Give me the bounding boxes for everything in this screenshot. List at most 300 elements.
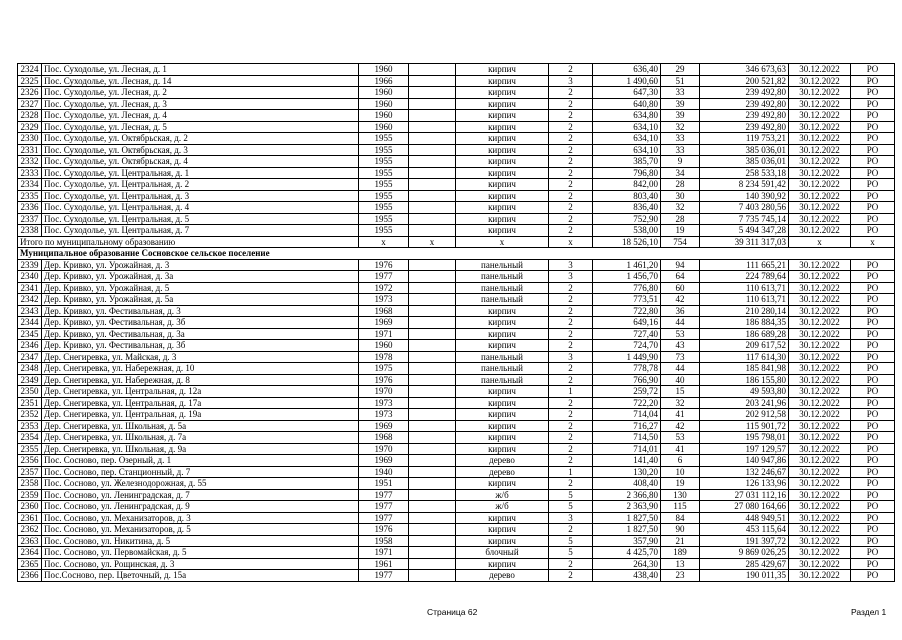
cell-extra <box>409 179 456 191</box>
cell-date: 30.12.2022 <box>789 351 851 363</box>
cell-extra <box>409 328 456 340</box>
cell-build-year: 1977 <box>359 271 409 283</box>
cell-area: 2 363,90 <box>593 501 661 513</box>
cell-area: 640,80 <box>593 98 661 110</box>
cell-residents: 10 <box>661 466 700 478</box>
cell-build-year: 1955 <box>359 156 409 168</box>
cell-floors: 2 <box>549 420 593 432</box>
cell-area: 649,16 <box>593 317 661 329</box>
cell-floors: 2 <box>549 570 593 582</box>
cell-area: 264,30 <box>593 558 661 570</box>
table-row <box>18 386 895 398</box>
cell-floors: 2 <box>549 455 593 467</box>
cell-wall-material: кирпич <box>456 87 549 99</box>
cell-area: 752,90 <box>593 213 661 225</box>
cell-program-code: РО <box>851 570 895 582</box>
cell-program-code: РО <box>851 501 895 513</box>
cell-floors: 2 <box>549 144 593 156</box>
cell-area: 408,40 <box>593 478 661 490</box>
cell-cost: 190 011,35 <box>700 570 789 582</box>
cell-wall-material: кирпич <box>456 512 549 524</box>
cell-build-year: 1958 <box>359 535 409 547</box>
cell-cost: 453 115,64 <box>700 524 789 536</box>
cell-date: 30.12.2022 <box>789 179 851 191</box>
cell-wall-material: кирпич <box>456 156 549 168</box>
cell-address: Пос. Сосново, пер. Станционный, д. 7 <box>42 466 359 478</box>
cell-floors: 2 <box>549 156 593 168</box>
cell-build-year: 1976 <box>359 259 409 271</box>
cell-extra <box>409 443 456 455</box>
cell-build-year: 1977 <box>359 501 409 513</box>
table-row <box>18 133 895 145</box>
cell-floors: 2 <box>549 167 593 179</box>
cell-row-number: 2354 <box>18 432 42 444</box>
cell-address: Дер. Снегиревка, ул. Центральная, д. 12а <box>42 386 359 398</box>
cell-date: 30.12.2022 <box>789 294 851 306</box>
cell-row-number: 2339 <box>18 259 42 271</box>
cell-cost: 7 735 745,14 <box>700 213 789 225</box>
subtotal-cell: x <box>851 236 895 248</box>
cell-floors: 5 <box>549 501 593 513</box>
cell-date: 30.12.2022 <box>789 512 851 524</box>
cell-residents: 28 <box>661 179 700 191</box>
table-row <box>18 524 895 536</box>
cell-wall-material: кирпич <box>456 340 549 352</box>
cell-row-number: 2352 <box>18 409 42 421</box>
table-row <box>18 213 895 225</box>
cell-date: 30.12.2022 <box>789 305 851 317</box>
table-row <box>18 501 895 513</box>
cell-row-number: 2348 <box>18 363 42 375</box>
cell-floors: 2 <box>549 305 593 317</box>
cell-build-year: 1960 <box>359 121 409 133</box>
cell-residents: 41 <box>661 443 700 455</box>
cell-extra <box>409 98 456 110</box>
cell-area: 259,72 <box>593 386 661 398</box>
cell-date: 30.12.2022 <box>789 547 851 559</box>
cell-address: Дер. Кривко, ул. Урожайная, д. 5а <box>42 294 359 306</box>
cell-area: 722,80 <box>593 305 661 317</box>
cell-row-number: 2358 <box>18 478 42 490</box>
cell-floors: 2 <box>549 432 593 444</box>
cell-wall-material: ж/б <box>456 501 549 513</box>
housing-register-table <box>17 63 895 582</box>
cell-residents: 130 <box>661 489 700 501</box>
cell-area: 1 461,20 <box>593 259 661 271</box>
cell-extra <box>409 87 456 99</box>
cell-extra <box>409 121 456 133</box>
cell-address: Пос. Сосново, ул. Рощинская, д. 3 <box>42 558 359 570</box>
cell-extra <box>409 466 456 478</box>
cell-build-year: 1961 <box>359 558 409 570</box>
cell-area: 1 490,60 <box>593 75 661 87</box>
cell-residents: 33 <box>661 144 700 156</box>
cell-program-code: РО <box>851 363 895 375</box>
table-row <box>18 409 895 421</box>
subtotal-label: Итого по муниципальному образованию <box>18 236 359 248</box>
cell-floors: 2 <box>549 64 593 76</box>
cell-extra <box>409 478 456 490</box>
cell-build-year: 1971 <box>359 328 409 340</box>
cell-wall-material: кирпич <box>456 524 549 536</box>
cell-address: Пос. Сосново, ул. Механизаторов, д. 5 <box>42 524 359 536</box>
cell-address: Дер. Снегиревка, ул. Набережная, д. 10 <box>42 363 359 375</box>
cell-cost: 239 492,80 <box>700 121 789 133</box>
cell-address: Пос. Сосново, ул. Железнодорожная, д. 55 <box>42 478 359 490</box>
cell-area: 776,80 <box>593 282 661 294</box>
cell-wall-material: дерево <box>456 570 549 582</box>
cell-residents: 39 <box>661 98 700 110</box>
cell-residents: 19 <box>661 225 700 237</box>
cell-address: Дер. Кривко, ул. Урожайная, д. 3 <box>42 259 359 271</box>
subtotal-cell: x <box>359 236 409 248</box>
cell-residents: 28 <box>661 213 700 225</box>
cell-build-year: 1970 <box>359 443 409 455</box>
cell-date: 30.12.2022 <box>789 328 851 340</box>
cell-cost: 346 673,63 <box>700 64 789 76</box>
cell-residents: 19 <box>661 478 700 490</box>
cell-extra <box>409 535 456 547</box>
cell-extra <box>409 397 456 409</box>
table-row <box>18 570 895 582</box>
cell-cost: 186 884,35 <box>700 317 789 329</box>
cell-floors: 3 <box>549 271 593 283</box>
cell-cost: 385 036,01 <box>700 156 789 168</box>
cell-cost: 191 397,72 <box>700 535 789 547</box>
cell-wall-material: панельный <box>456 374 549 386</box>
section-header-row <box>18 248 895 260</box>
cell-build-year: 1973 <box>359 294 409 306</box>
cell-row-number: 2366 <box>18 570 42 582</box>
cell-program-code: РО <box>851 167 895 179</box>
cell-cost: 209 617,52 <box>700 340 789 352</box>
cell-program-code: РО <box>851 110 895 122</box>
cell-address: Пос. Суходолье, ул. Лесная, д. 1 <box>42 64 359 76</box>
cell-address: Пос. Суходолье, ул. Центральная, д. 4 <box>42 202 359 214</box>
cell-area: 773,51 <box>593 294 661 306</box>
cell-cost: 285 429,67 <box>700 558 789 570</box>
table-row <box>18 443 895 455</box>
cell-address: Дер. Снегиревка, ул. Набережная, д. 8 <box>42 374 359 386</box>
cell-date: 30.12.2022 <box>789 87 851 99</box>
cell-address: Дер. Снегиревка, ул. Центральная, д. 19а <box>42 409 359 421</box>
cell-build-year: 1966 <box>359 75 409 87</box>
cell-residents: 44 <box>661 317 700 329</box>
cell-floors: 5 <box>549 535 593 547</box>
cell-floors: 1 <box>549 386 593 398</box>
cell-residents: 44 <box>661 363 700 375</box>
cell-residents: 84 <box>661 512 700 524</box>
table-row <box>18 317 895 329</box>
cell-program-code: РО <box>851 351 895 363</box>
cell-program-code: РО <box>851 489 895 501</box>
cell-floors: 2 <box>549 409 593 421</box>
cell-floors: 2 <box>549 294 593 306</box>
cell-cost: 210 280,14 <box>700 305 789 317</box>
table-row <box>18 64 895 76</box>
cell-extra <box>409 512 456 524</box>
cell-program-code: РО <box>851 328 895 340</box>
cell-address: Пос. Суходолье, ул. Лесная, д. 4 <box>42 110 359 122</box>
cell-extra <box>409 420 456 432</box>
cell-row-number: 2341 <box>18 282 42 294</box>
cell-area: 842,00 <box>593 179 661 191</box>
cell-row-number: 2342 <box>18 294 42 306</box>
cell-extra <box>409 317 456 329</box>
cell-area: 778,78 <box>593 363 661 375</box>
cell-wall-material: кирпич <box>456 144 549 156</box>
cell-residents: 15 <box>661 386 700 398</box>
cell-residents: 32 <box>661 121 700 133</box>
cell-extra <box>409 144 456 156</box>
cell-row-number: 2327 <box>18 98 42 110</box>
table-row <box>18 455 895 467</box>
cell-build-year: 1960 <box>359 110 409 122</box>
table-row <box>18 75 895 87</box>
cell-residents: 34 <box>661 167 700 179</box>
cell-cost: 110 613,71 <box>700 294 789 306</box>
cell-extra <box>409 340 456 352</box>
cell-build-year: 1977 <box>359 512 409 524</box>
cell-build-year: 1970 <box>359 386 409 398</box>
cell-area: 636,40 <box>593 64 661 76</box>
cell-row-number: 2349 <box>18 374 42 386</box>
cell-row-number: 2365 <box>18 558 42 570</box>
table-row <box>18 179 895 191</box>
cell-address: Пос. Сосново, ул. Ленинградская, д. 7 <box>42 489 359 501</box>
cell-floors: 2 <box>549 340 593 352</box>
table-row <box>18 512 895 524</box>
cell-floors: 2 <box>549 98 593 110</box>
cell-extra <box>409 501 456 513</box>
cell-date: 30.12.2022 <box>789 156 851 168</box>
cell-area: 538,00 <box>593 225 661 237</box>
cell-program-code: РО <box>851 213 895 225</box>
cell-extra <box>409 133 456 145</box>
cell-cost: 239 492,80 <box>700 87 789 99</box>
cell-floors: 5 <box>549 547 593 559</box>
table-row <box>18 466 895 478</box>
cell-address: Пос. Суходолье, ул. Октябрьская, д. 4 <box>42 156 359 168</box>
page-number: Страница 62 <box>427 607 478 617</box>
cell-area: 4 425,70 <box>593 547 661 559</box>
cell-wall-material: кирпич <box>456 75 549 87</box>
cell-area: 1 456,70 <box>593 271 661 283</box>
cell-residents: 189 <box>661 547 700 559</box>
cell-residents: 32 <box>661 397 700 409</box>
cell-floors: 2 <box>549 443 593 455</box>
cell-floors: 2 <box>549 317 593 329</box>
cell-extra <box>409 305 456 317</box>
cell-build-year: 1969 <box>359 317 409 329</box>
cell-cost: 111 665,21 <box>700 259 789 271</box>
cell-cost: 186 155,80 <box>700 374 789 386</box>
cell-row-number: 2337 <box>18 213 42 225</box>
cell-cost: 119 753,21 <box>700 133 789 145</box>
cell-cost: 239 492,80 <box>700 98 789 110</box>
table-row <box>18 202 895 214</box>
cell-program-code: РО <box>851 305 895 317</box>
cell-floors: 3 <box>549 259 593 271</box>
cell-wall-material: кирпич <box>456 179 549 191</box>
cell-extra <box>409 455 456 467</box>
cell-date: 30.12.2022 <box>789 455 851 467</box>
cell-extra <box>409 409 456 421</box>
cell-wall-material: панельный <box>456 282 549 294</box>
table-row <box>18 98 895 110</box>
cell-row-number: 2345 <box>18 328 42 340</box>
cell-row-number: 2347 <box>18 351 42 363</box>
rows-block-b <box>18 259 895 581</box>
cell-cost: 200 521,82 <box>700 75 789 87</box>
cell-floors: 2 <box>549 179 593 191</box>
subtotal-cell: x <box>549 236 593 248</box>
cell-address: Дер. Кривко, ул. Фестивальная, д. 3б <box>42 317 359 329</box>
table-row <box>18 328 895 340</box>
cell-build-year: 1975 <box>359 363 409 375</box>
cell-build-year: 1976 <box>359 374 409 386</box>
cell-residents: 40 <box>661 374 700 386</box>
table-row <box>18 351 895 363</box>
cell-program-code: РО <box>851 282 895 294</box>
cell-date: 30.12.2022 <box>789 213 851 225</box>
cell-cost: 203 241,96 <box>700 397 789 409</box>
cell-floors: 2 <box>549 121 593 133</box>
cell-date: 30.12.2022 <box>789 558 851 570</box>
cell-floors: 2 <box>549 110 593 122</box>
cell-wall-material: кирпич <box>456 535 549 547</box>
cell-address: Пос.Сосново, пер. Цветочный, д. 15а <box>42 570 359 582</box>
cell-wall-material: кирпич <box>456 443 549 455</box>
table-row <box>18 271 895 283</box>
cell-floors: 2 <box>549 202 593 214</box>
subtotal-cost: 39 311 317,03 <box>700 236 789 248</box>
cell-address: Дер. Кривко, ул. Урожайная, д. 3а <box>42 271 359 283</box>
cell-residents: 6 <box>661 455 700 467</box>
cell-row-number: 2328 <box>18 110 42 122</box>
cell-build-year: 1968 <box>359 432 409 444</box>
cell-row-number: 2333 <box>18 167 42 179</box>
cell-build-year: 1968 <box>359 305 409 317</box>
cell-program-code: РО <box>851 478 895 490</box>
cell-residents: 60 <box>661 282 700 294</box>
cell-wall-material: кирпич <box>456 317 549 329</box>
cell-date: 30.12.2022 <box>789 225 851 237</box>
table-row <box>18 489 895 501</box>
cell-program-code: РО <box>851 225 895 237</box>
cell-wall-material: кирпич <box>456 167 549 179</box>
cell-wall-material: дерево <box>456 455 549 467</box>
cell-cost: 224 789,64 <box>700 271 789 283</box>
cell-row-number: 2351 <box>18 397 42 409</box>
cell-row-number: 2324 <box>18 64 42 76</box>
cell-area: 634,80 <box>593 110 661 122</box>
cell-date: 30.12.2022 <box>789 271 851 283</box>
table-row <box>18 167 895 179</box>
cell-address: Дер. Снегиревка, ул. Школьная, д. 7а <box>42 432 359 444</box>
cell-residents: 90 <box>661 524 700 536</box>
cell-wall-material: кирпич <box>456 305 549 317</box>
cell-extra <box>409 282 456 294</box>
cell-program-code: РО <box>851 271 895 283</box>
cell-extra <box>409 524 456 536</box>
table-row <box>18 478 895 490</box>
cell-residents: 73 <box>661 351 700 363</box>
cell-extra <box>409 64 456 76</box>
cell-extra <box>409 156 456 168</box>
cell-build-year: 1977 <box>359 489 409 501</box>
table-row <box>18 305 895 317</box>
cell-extra <box>409 190 456 202</box>
cell-extra <box>409 110 456 122</box>
cell-wall-material: дерево <box>456 466 549 478</box>
cell-address: Пос. Суходолье, ул. Центральная, д. 2 <box>42 179 359 191</box>
cell-date: 30.12.2022 <box>789 202 851 214</box>
cell-extra <box>409 225 456 237</box>
cell-row-number: 2362 <box>18 524 42 536</box>
cell-floors: 2 <box>549 133 593 145</box>
cell-date: 30.12.2022 <box>789 501 851 513</box>
cell-residents: 30 <box>661 190 700 202</box>
cell-date: 30.12.2022 <box>789 409 851 421</box>
cell-address: Пос. Суходолье, ул. Центральная, д. 7 <box>42 225 359 237</box>
cell-extra <box>409 259 456 271</box>
cell-date: 30.12.2022 <box>789 535 851 547</box>
cell-date: 30.12.2022 <box>789 374 851 386</box>
cell-cost: 110 613,71 <box>700 282 789 294</box>
cell-extra <box>409 432 456 444</box>
cell-extra <box>409 294 456 306</box>
subtotal-cell: x <box>789 236 851 248</box>
cell-address: Пос. Сосново, ул. Механизаторов, д. 3 <box>42 512 359 524</box>
cell-program-code: РО <box>851 294 895 306</box>
cell-row-number: 2325 <box>18 75 42 87</box>
cell-address: Пос. Сосново, пер. Озерный, д. 1 <box>42 455 359 467</box>
cell-area: 1 449,90 <box>593 351 661 363</box>
cell-area: 438,40 <box>593 570 661 582</box>
cell-extra <box>409 489 456 501</box>
cell-residents: 23 <box>661 570 700 582</box>
cell-date: 30.12.2022 <box>789 133 851 145</box>
cell-build-year: 1960 <box>359 64 409 76</box>
cell-date: 30.12.2022 <box>789 190 851 202</box>
subtotal-row <box>18 236 895 248</box>
cell-floors: 2 <box>549 363 593 375</box>
cell-cost: 132 246,67 <box>700 466 789 478</box>
cell-program-code: РО <box>851 317 895 329</box>
cell-wall-material: панельный <box>456 351 549 363</box>
cell-extra <box>409 271 456 283</box>
cell-cost: 385 036,01 <box>700 144 789 156</box>
cell-area: 796,80 <box>593 167 661 179</box>
table-row <box>18 294 895 306</box>
cell-date: 30.12.2022 <box>789 570 851 582</box>
cell-date: 30.12.2022 <box>789 75 851 87</box>
cell-wall-material: кирпич <box>456 420 549 432</box>
cell-build-year: 1960 <box>359 87 409 99</box>
cell-area: 634,10 <box>593 121 661 133</box>
section-title: Муниципальное образование Сосновское сельское поселение <box>18 248 895 260</box>
table-row <box>18 110 895 122</box>
cell-wall-material: кирпич <box>456 432 549 444</box>
cell-program-code: РО <box>851 259 895 271</box>
cell-program-code: РО <box>851 524 895 536</box>
cell-date: 30.12.2022 <box>789 282 851 294</box>
cell-build-year: 1969 <box>359 420 409 432</box>
cell-address: Пос. Суходолье, ул. Лесная, д. 2 <box>42 87 359 99</box>
cell-floors: 5 <box>549 489 593 501</box>
cell-floors: 3 <box>549 75 593 87</box>
